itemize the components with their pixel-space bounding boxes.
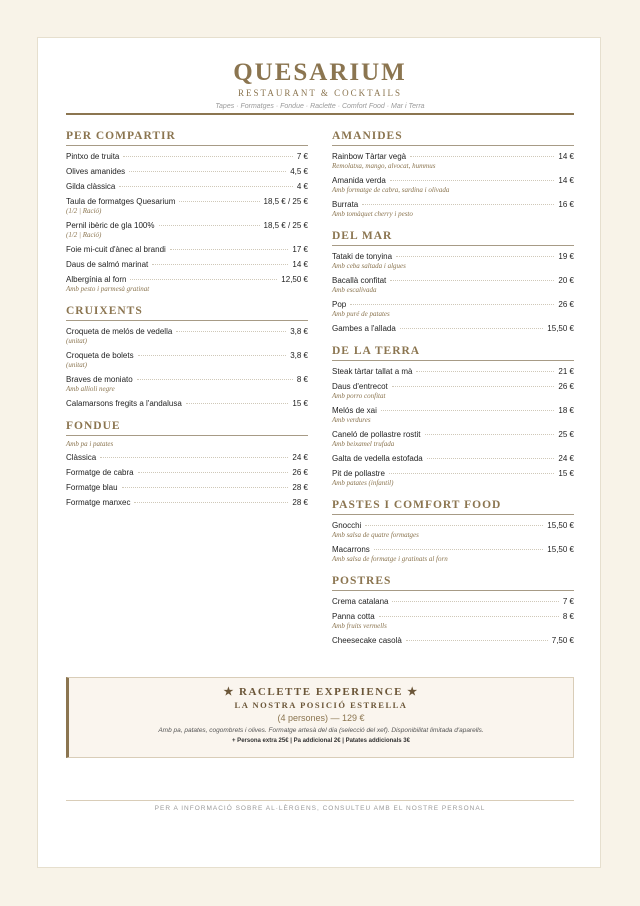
menu-section — [66, 304, 308, 409]
item-name: Taula de formatges Quesarium — [66, 197, 176, 206]
dot-leader — [392, 601, 558, 602]
item-name: Formatge manxec — [66, 498, 131, 507]
dot-leader — [400, 328, 544, 329]
menu-item — [332, 635, 574, 646]
menu-item — [66, 166, 308, 177]
item-name: Macarrons — [332, 545, 370, 554]
item-price: 15,50 € — [547, 521, 574, 530]
item-description: (1/2 | Ració) — [66, 231, 102, 239]
dot-leader — [122, 487, 289, 488]
dot-leader — [390, 180, 555, 181]
item-price: 26 € — [558, 300, 574, 309]
item-name: Caneló de pollastre rostit — [332, 430, 421, 439]
menu-item-row — [332, 175, 574, 186]
item-name: Cheesecake casolà — [332, 636, 402, 645]
menu-header — [38, 59, 602, 112]
item-name: Crema catalana — [332, 597, 389, 606]
item-price: 17 € — [292, 245, 308, 254]
item-price: 28 € — [292, 498, 308, 507]
menu-item — [332, 199, 574, 219]
item-description: Amb pesto i parmesà gratinat — [66, 285, 150, 293]
item-name: Gnocchi — [332, 521, 362, 530]
item-price: 14 € — [558, 176, 574, 185]
menu-section — [332, 498, 574, 564]
menu-item-row — [66, 497, 308, 508]
dot-leader — [119, 186, 293, 187]
raclette-box — [66, 677, 574, 758]
item-name: Formatge blau — [66, 483, 118, 492]
dot-leader — [179, 201, 259, 202]
menu-item-row — [332, 453, 574, 464]
item-name: Calamarsons fregits a l'andalusa — [66, 399, 182, 408]
menu-item — [332, 381, 574, 401]
item-price: 14 € — [292, 260, 308, 269]
item-price: 8 € — [562, 612, 574, 621]
menu-item-row — [66, 482, 308, 493]
item-price: 26 € — [558, 382, 574, 391]
dot-leader — [170, 249, 289, 250]
allergen-footer: PER A INFORMACIÓ SOBRE AL·LÈRGENS, CONSULTEU AMB EL NOSTRE PERSONAL — [154, 805, 486, 812]
menu-item-row — [66, 274, 308, 285]
menu-section — [332, 229, 574, 334]
dot-leader — [392, 386, 555, 387]
item-price: 15 € — [558, 469, 574, 478]
item-name: Pop — [332, 300, 347, 309]
item-name: Gilda clàssica — [66, 182, 116, 191]
menu-item-row — [332, 520, 574, 531]
item-price: 4,5 € — [290, 167, 308, 176]
item-description: (1/2 | Ració) — [66, 207, 102, 215]
section-title: POSTRES — [332, 574, 574, 591]
menu-item-row — [332, 544, 574, 555]
dot-leader — [350, 304, 554, 305]
item-name: Rainbow Tàrtar vegà — [332, 152, 407, 161]
menu-item — [332, 520, 574, 540]
section-title: AMANIDES — [332, 129, 574, 146]
menu-item-row — [332, 151, 574, 162]
menu-section — [332, 574, 574, 646]
menu-section — [332, 129, 574, 219]
menu-item-row — [66, 166, 308, 177]
item-name: Melós de xai — [332, 406, 377, 415]
item-price: 14 € — [558, 152, 574, 161]
menu-item-row — [332, 323, 574, 334]
item-name: Galta de vedella estofada — [332, 454, 423, 463]
menu-item-row — [66, 181, 308, 192]
dot-leader — [100, 457, 288, 458]
section-title: PER COMPARTIR — [66, 129, 308, 146]
dot-leader — [396, 256, 554, 257]
menu-item-row — [66, 151, 308, 162]
item-price: 20 € — [558, 276, 574, 285]
section-title: DEL MAR — [332, 229, 574, 246]
item-description: Amb patates (infantil) — [332, 479, 394, 487]
item-name: Burrata — [332, 200, 359, 209]
menu-item-row — [66, 220, 308, 231]
dot-leader — [427, 458, 555, 459]
section-note: Amb pa i patates — [66, 440, 114, 448]
item-name: Panna cotta — [332, 612, 375, 621]
left-column — [66, 129, 308, 518]
menu-section — [66, 129, 308, 294]
item-description: Amb allioli negre — [66, 385, 115, 393]
menu-item-row — [66, 467, 308, 478]
menu-item — [332, 429, 574, 449]
item-price: 25 € — [558, 430, 574, 439]
menu-section — [332, 344, 574, 488]
menu-item-row — [66, 326, 308, 337]
menu-item-row — [332, 199, 574, 210]
dot-leader — [176, 331, 286, 332]
item-name: Pintxo de truita — [66, 152, 120, 161]
menu-item-row — [66, 398, 308, 409]
item-price: 3,8 € — [290, 351, 308, 360]
dot-leader — [130, 279, 277, 280]
menu-item — [332, 275, 574, 295]
item-description: Amb beixamel trufada — [332, 440, 395, 448]
dot-leader — [425, 434, 555, 435]
item-price: 26 € — [292, 468, 308, 477]
dot-leader — [365, 525, 543, 526]
item-price: 7 € — [296, 152, 308, 161]
dot-leader — [416, 371, 554, 372]
item-name: Daus d'entrecot — [332, 382, 388, 391]
item-price: 21 € — [558, 367, 574, 376]
item-description: Amb puré de patates — [332, 310, 390, 318]
menu-item — [332, 251, 574, 271]
menu-item — [66, 244, 308, 255]
menu-section — [66, 419, 308, 508]
menu-item-row — [66, 244, 308, 255]
menu-item — [66, 259, 308, 270]
raclette-subtitle: LA NOSTRA POSICIÓ ESTRELLA — [234, 700, 408, 710]
menu-item-row — [332, 429, 574, 440]
menu-item-row — [66, 374, 308, 385]
menu-item-row — [66, 259, 308, 270]
raclette-description: Amb pa, patates, cogombrets i olives. Formatge artesà del dia (selecció del xef). Disponibilitat limitada d'aparells. — [158, 727, 484, 734]
brand-tagline: Tapes · Formatges · Fondue · Raclette · Comfort Food · Mar i Terra — [215, 103, 425, 110]
item-name: Amanida verda — [332, 176, 386, 185]
menu-item-row — [332, 635, 574, 646]
section-title: CRUIXENTS — [66, 304, 308, 321]
menu-item — [332, 323, 574, 334]
menu-item — [332, 468, 574, 488]
item-name: Steak tàrtar tallat a mà — [332, 367, 413, 376]
raclette-extras: + Persona extra 25€ | Pa addicional 2€ | Patates addicionals 3€ — [232, 738, 410, 744]
menu-item-row — [332, 405, 574, 416]
item-name: Albergínia al forn — [66, 275, 127, 284]
item-name: Pit de pollastre — [332, 469, 385, 478]
menu-item — [332, 596, 574, 607]
item-description: Amb ceba saltada i algues — [332, 262, 406, 270]
item-description: Amb fruits vermells — [332, 622, 387, 630]
menu-item — [66, 350, 308, 370]
dot-leader — [138, 472, 289, 473]
item-description: Amb tomàquet cherry i pesto — [332, 210, 413, 218]
menu-item — [332, 453, 574, 464]
item-name: Bacallà confitat — [332, 276, 387, 285]
section-title: PASTES I COMFORT FOOD — [332, 498, 574, 515]
menu-item-row — [332, 275, 574, 286]
menu-page — [37, 37, 601, 868]
item-description: Amb verdures — [332, 416, 371, 424]
menu-item — [332, 366, 574, 377]
menu-item-row — [66, 196, 308, 207]
item-price: 28 € — [292, 483, 308, 492]
item-price: 7,50 € — [551, 636, 574, 645]
menu-item-row — [332, 611, 574, 622]
menu-item — [332, 151, 574, 171]
menu-item — [66, 452, 308, 463]
dot-leader — [134, 502, 288, 503]
dot-leader — [129, 171, 286, 172]
menu-item-row — [332, 381, 574, 392]
item-name: Olives amanides — [66, 167, 126, 176]
menu-item — [66, 220, 308, 240]
item-price: 16 € — [558, 200, 574, 209]
item-name: Croqueta de melós de vedella — [66, 327, 173, 336]
dot-leader — [374, 549, 544, 550]
menu-item — [66, 326, 308, 346]
item-description: (unitat) — [66, 361, 87, 369]
item-price: 3,8 € — [290, 327, 308, 336]
menu-item — [66, 497, 308, 508]
item-description: Amb salsa de formatge i gratinats al forn — [332, 555, 448, 563]
dot-leader — [410, 156, 554, 157]
header-divider — [66, 113, 574, 115]
item-name: Daus de salmó marinat — [66, 260, 149, 269]
item-description: Remolatxa, mango, alvocat, hummus — [332, 162, 436, 170]
menu-item — [332, 299, 574, 319]
footer-divider — [66, 800, 574, 801]
item-price: 18,5 € / 25 € — [263, 197, 308, 206]
raclette-title: ★ RACLETTE EXPERIENCE ★ — [223, 686, 419, 698]
menu-item-row — [66, 350, 308, 361]
menu-item-row — [332, 299, 574, 310]
item-price: 4 € — [296, 182, 308, 191]
item-price: 7 € — [562, 597, 574, 606]
item-price: 18,5 € / 25 € — [263, 221, 308, 230]
menu-item — [66, 482, 308, 493]
item-description: Amb salsa de quatre formatges — [332, 531, 419, 539]
item-name: Pernil ibèric de gla 100% — [66, 221, 155, 230]
item-name: Gambes a l'allada — [332, 324, 396, 333]
item-price: 15,50 € — [547, 545, 574, 554]
menu-item — [66, 196, 308, 216]
item-description: (unitat) — [66, 337, 87, 345]
dot-leader — [137, 379, 293, 380]
menu-item — [66, 151, 308, 162]
item-price: 12,50 € — [281, 275, 308, 284]
item-name: Croqueta de bolets — [66, 351, 134, 360]
dot-leader — [362, 204, 554, 205]
dot-leader — [152, 264, 288, 265]
dot-leader — [390, 280, 554, 281]
menu-item — [66, 398, 308, 409]
menu-item — [332, 175, 574, 195]
brand-subtitle: RESTAURANT & COCKTAILS — [238, 88, 402, 98]
dot-leader — [159, 225, 260, 226]
menu-item-row — [332, 251, 574, 262]
menu-item — [66, 374, 308, 394]
section-title: DE LA TERRA — [332, 344, 574, 361]
menu-item — [332, 611, 574, 631]
item-price: 24 € — [558, 454, 574, 463]
dot-leader — [379, 616, 559, 617]
dot-leader — [186, 403, 289, 404]
section-title: FONDUE — [66, 419, 308, 436]
brand-title: QUESARIUM — [233, 59, 407, 86]
dot-leader — [406, 640, 548, 641]
item-price: 15 € — [292, 399, 308, 408]
dot-leader — [123, 156, 293, 157]
item-price: 19 € — [558, 252, 574, 261]
menu-item-row — [332, 366, 574, 377]
menu-item — [332, 405, 574, 425]
menu-item — [66, 467, 308, 478]
item-description: Amb formatge de cabra, sardina i olivada — [332, 186, 450, 194]
item-name: Clàssica — [66, 453, 97, 462]
menu-item-row — [332, 468, 574, 479]
dot-leader — [138, 355, 287, 356]
item-price: 8 € — [296, 375, 308, 384]
menu-item — [332, 544, 574, 564]
menu-item-row — [332, 596, 574, 607]
menu-item — [66, 274, 308, 294]
item-name: Tataki de tonyina — [332, 252, 393, 261]
dot-leader — [381, 410, 555, 411]
menu-item-row — [66, 452, 308, 463]
raclette-price: (4 persones) — 129 € — [277, 713, 365, 723]
item-price: 18 € — [558, 406, 574, 415]
item-name: Foie mi-cuit d'ànec al brandi — [66, 245, 166, 254]
item-name: Formatge de cabra — [66, 468, 134, 477]
item-description: Amb porro confitat — [332, 392, 386, 400]
item-price: 15,50 € — [547, 324, 574, 333]
right-column — [332, 129, 574, 656]
menu-item — [66, 181, 308, 192]
item-price: 24 € — [292, 453, 308, 462]
item-description: Amb escalivada — [332, 286, 377, 294]
item-name: Braves de moniato — [66, 375, 133, 384]
dot-leader — [389, 473, 555, 474]
